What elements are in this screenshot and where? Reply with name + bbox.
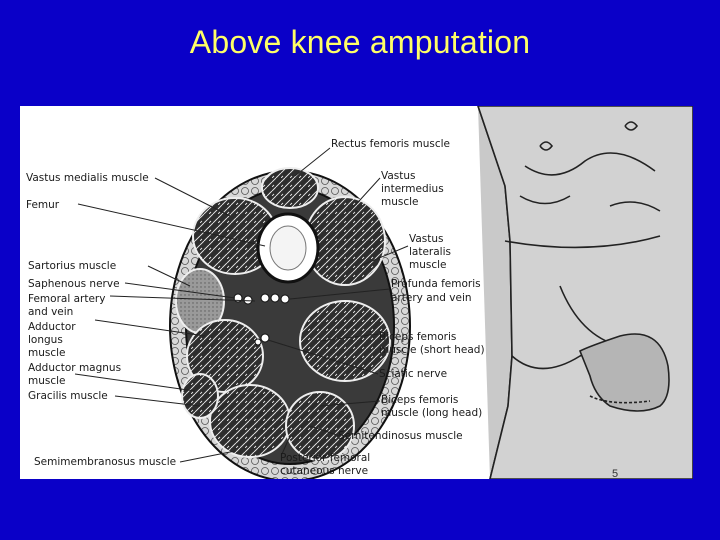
figure-number: 5 bbox=[612, 468, 619, 479]
label-saphenous: Saphenous nerve bbox=[28, 278, 120, 290]
label-femoral-1: Femoral artery bbox=[28, 293, 106, 305]
label-vastus-intermedius-2: intermedius bbox=[381, 183, 444, 195]
label-vastus-intermedius-1: Vastus bbox=[381, 170, 416, 182]
label-sciatic: Sciatic nerve bbox=[379, 368, 448, 380]
label-posterior-femoral-1: Posterior femoral bbox=[280, 452, 371, 464]
label-profunda-1: Profunda femoris bbox=[391, 278, 481, 290]
label-biceps-short-1: Biceps femoris bbox=[379, 331, 457, 343]
label-adductor-magnus-2: muscle bbox=[28, 375, 66, 387]
slide-title: Above knee amputation bbox=[189, 24, 531, 60]
label-vastus-intermedius-3: muscle bbox=[381, 196, 419, 208]
label-sartorius: Sartorius muscle bbox=[28, 260, 117, 272]
figure-drawing bbox=[20, 106, 693, 479]
label-adductor-longus-3: muscle bbox=[28, 347, 66, 359]
label-semitendinosus: Semitendinosus muscle bbox=[338, 430, 463, 442]
body-illustration bbox=[478, 106, 693, 479]
label-posterior-femoral-2: cutaneous nerve bbox=[280, 465, 369, 477]
label-vastus-medialis: Vastus medialis muscle bbox=[26, 172, 149, 184]
label-femur: Femur bbox=[26, 199, 60, 211]
label-adductor-longus-2: longus bbox=[28, 334, 63, 346]
anatomy-figure bbox=[20, 106, 693, 479]
label-biceps-short-2: muscle (short head) bbox=[379, 344, 485, 356]
label-biceps-long-2: muscle (long head) bbox=[381, 407, 483, 419]
label-semimembranosus: Semimembranosus muscle bbox=[34, 456, 177, 468]
label-vastus-lateralis-2: lateralis bbox=[409, 246, 451, 258]
label-vastus-lateralis-3: muscle bbox=[409, 259, 447, 271]
label-biceps-long-1: Biceps femoris bbox=[381, 394, 459, 406]
label-femoral-2: and vein bbox=[28, 306, 74, 318]
label-rectus-femoris: Rectus femoris muscle bbox=[331, 138, 450, 150]
label-vastus-lateralis-1: Vastus bbox=[409, 233, 444, 245]
label-adductor-magnus-1: Adductor magnus bbox=[28, 362, 122, 374]
label-adductor-longus-1: Adductor bbox=[28, 321, 76, 333]
label-profunda-2: artery and vein bbox=[391, 292, 472, 304]
label-gracilis: Gracilis muscle bbox=[28, 390, 108, 402]
